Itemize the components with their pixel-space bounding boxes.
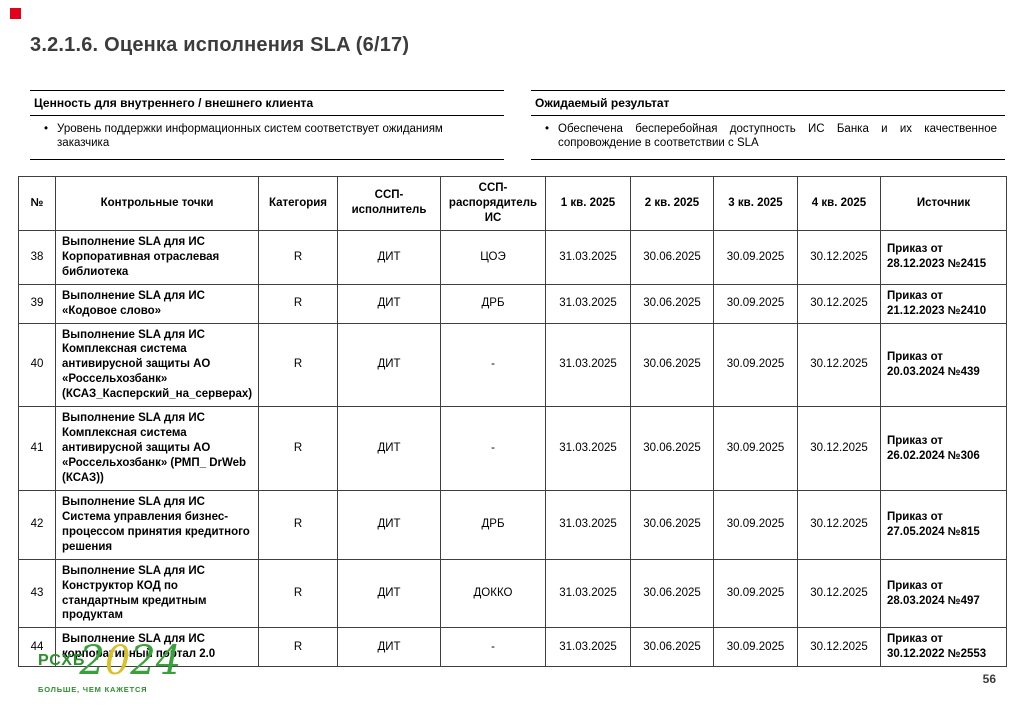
table-header [19,177,1007,231]
cell-category: R [259,230,338,284]
cell-q1-date: 31.03.2025 [546,230,631,284]
table-body [19,230,1007,666]
cell-category: R [259,323,338,407]
cell-row-number: 38 [19,230,56,284]
cell-q1-date: 31.03.2025 [546,407,631,491]
cell-category: R [259,490,338,559]
cell-q3-date: 30.09.2025 [714,559,798,628]
year-digit: 4 [155,638,182,684]
cell-manager: - [441,628,546,667]
panel-client-value [30,90,504,160]
cell-row-number: 39 [19,284,56,323]
col-header-number: № [19,177,56,231]
cell-source: Приказ от 21.12.2023 №2410 [881,284,1007,323]
cell-executor: ДИТ [338,559,441,628]
col-header-source: Источник [881,177,1007,231]
bullet-icon: • [545,123,550,135]
cell-q2-date: 30.06.2025 [631,559,714,628]
cell-row-number: 43 [19,559,56,628]
cell-source: Приказ от 26.02.2024 №306 [881,407,1007,491]
cell-control-point: Выполнение SLA для ИС корпоративный портал 2.0 [56,628,259,667]
table-row [19,407,1007,491]
cell-manager: ДОККО [441,559,546,628]
page-title: 3.2.1.6. Оценка исполнения SLA (6/17) [30,34,410,56]
cell-q3-date: 30.09.2025 [714,490,798,559]
cell-q2-date: 30.06.2025 [631,284,714,323]
cell-q1-date: 31.03.2025 [546,490,631,559]
panel-client-value-title: Ценность для внутреннего / внешнего клиента [30,90,504,116]
cell-q3-date: 30.09.2025 [714,628,798,667]
cell-category: R [259,284,338,323]
cell-control-point: Выполнение SLA для ИС Корпоративная отраслевая библиотека [56,230,259,284]
cell-manager: ДРБ [441,490,546,559]
cell-q2-date: 30.06.2025 [631,490,714,559]
panel-client-value-body [30,116,504,160]
panel-expected-result-title: Ожидаемый результат [531,90,1005,116]
panel-expected-result-body [531,116,1005,160]
cell-q4-date: 30.12.2025 [798,628,881,667]
cell-manager: - [441,407,546,491]
cell-source: Приказ от 20.03.2024 №439 [881,323,1007,407]
cell-q4-date: 30.12.2025 [798,407,881,491]
cell-category: R [259,407,338,491]
cell-executor: ДИТ [338,284,441,323]
cell-control-point: Выполнение SLA для ИС Система управления бизнес-процессом принятия кредитного решения [56,490,259,559]
header-panels [30,90,1005,160]
cell-row-number: 44 [19,628,56,667]
table-row [19,284,1007,323]
cell-source: Приказ от 28.12.2023 №2415 [881,230,1007,284]
panel-client-value-text: Уровень поддержки информационных систем соответствует ожиданиям заказчика [57,123,443,150]
cell-row-number: 40 [19,323,56,407]
year-digit: 2 [79,638,105,684]
cell-q2-date: 30.06.2025 [631,628,714,667]
cell-q1-date: 31.03.2025 [546,284,631,323]
panel-expected-result [531,90,1005,160]
cell-manager: ЦОЭ [441,230,546,284]
cell-q3-date: 30.09.2025 [714,407,798,491]
table-row [19,323,1007,407]
cell-control-point: Выполнение SLA для ИС Комплексная система антивирусной защиты АО «Россельхозбанк» (РМП_ DrWeb (КСАЗ)) [56,407,259,491]
col-header-q3: 3 кв. 2025 [714,177,798,231]
rshb-logo [38,639,181,694]
cell-q4-date: 30.12.2025 [798,490,881,559]
cell-q2-date: 30.06.2025 [631,323,714,407]
cell-q4-date: 30.12.2025 [798,323,881,407]
cell-q1-date: 31.03.2025 [546,323,631,407]
cell-q1-date: 31.03.2025 [546,559,631,628]
cell-row-number: 42 [19,490,56,559]
cell-source: Приказ от 28.03.2024 №497 [881,559,1007,628]
cell-category: R [259,628,338,667]
cell-control-point: Выполнение SLA для ИС «Кодовое слово» [56,284,259,323]
rshb-logo-text: РСХБ [38,652,86,669]
cell-executor: ДИТ [338,407,441,491]
slide-accent-square [10,8,21,19]
cell-q2-date: 30.06.2025 [631,407,714,491]
bullet-icon: • [44,123,49,135]
cell-manager: ДРБ [441,284,546,323]
cell-source: Приказ от 30.12.2022 №2553 [881,628,1007,667]
cell-executor: ДИТ [338,323,441,407]
cell-control-point: Выполнение SLA для ИС Конструктор КОД по стандартным кредитным продуктам [56,559,259,628]
col-header-control-points: Контрольные точки [56,177,259,231]
cell-q2-date: 30.06.2025 [631,230,714,284]
table-row [19,490,1007,559]
cell-q3-date: 30.09.2025 [714,230,798,284]
table-row [19,230,1007,284]
cell-executor: ДИТ [338,230,441,284]
panel-expected-result-text: Обеспечена бесперебойная доступность ИС Банка и их качественное сопровождение в соответствии с SLA [558,123,997,150]
sla-table [18,176,1007,667]
col-header-category: Категория [259,177,338,231]
year-digit: 0 [104,638,131,684]
col-header-q2: 2 кв. 2025 [631,177,714,231]
cell-q3-date: 30.09.2025 [714,323,798,407]
table-row [19,559,1007,628]
cell-q4-date: 30.12.2025 [798,559,881,628]
cell-q4-date: 30.12.2025 [798,284,881,323]
cell-category: R [259,559,338,628]
col-header-executor: ССП-исполнитель [338,177,441,231]
cell-executor: ДИТ [338,490,441,559]
col-header-manager: ССП-распорядитель ИС [441,177,546,231]
cell-q4-date: 30.12.2025 [798,230,881,284]
rshb-logo-tagline: БОЛЬШЕ, ЧЕМ КАЖЕТСЯ [38,685,148,694]
cell-q3-date: 30.09.2025 [714,284,798,323]
cell-control-point: Выполнение SLA для ИС Комплексная система антивирусной защиты АО «Россельхозбанк» (КСАЗ_Касперский_на_серверах) [56,323,259,407]
col-header-q4: 4 кв. 2025 [798,177,881,231]
cell-q1-date: 31.03.2025 [546,628,631,667]
rshb-logo-row [38,639,181,683]
col-header-q1: 1 кв. 2025 [546,177,631,231]
cell-executor: ДИТ [338,628,441,667]
year-digit: 2 [130,638,156,684]
cell-row-number: 41 [19,407,56,491]
cell-manager: - [441,323,546,407]
cell-source: Приказ от 27.05.2024 №815 [881,490,1007,559]
page-number: 56 [982,672,996,686]
